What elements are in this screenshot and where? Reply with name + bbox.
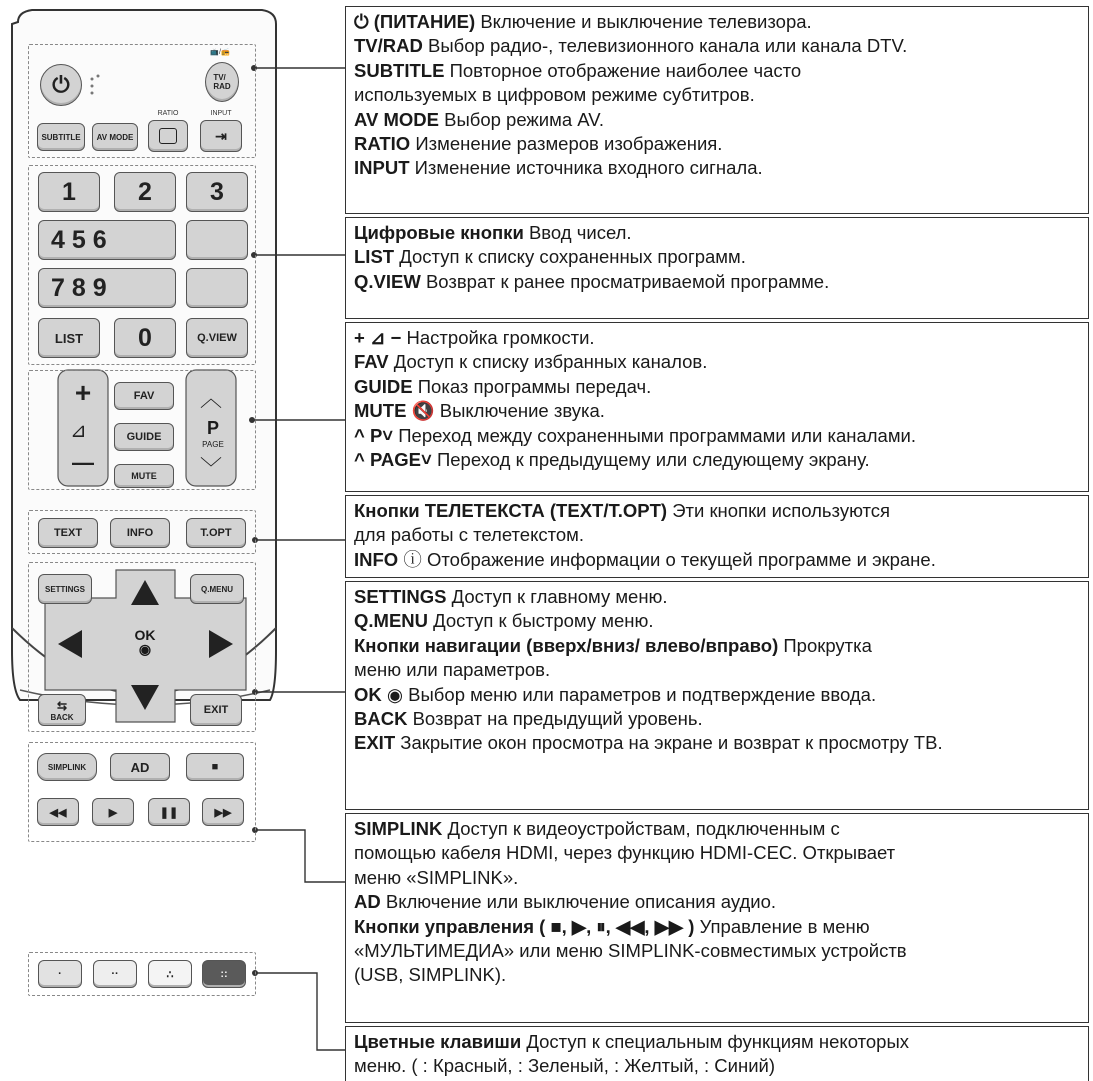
definition: Включение и выключение телевизора. <box>475 11 812 32</box>
definition: (USB, SIMPLINK). <box>354 964 507 986</box>
fav-button[interactable]: FAV <box>114 382 174 410</box>
description-line <box>354 83 1080 107</box>
term: + ⊿ − <box>354 327 402 348</box>
term: Q.VIEW <box>354 270 421 292</box>
tv-rad-button[interactable]: TV/ RAD <box>205 62 239 102</box>
input-label: INPUT <box>210 110 232 117</box>
back-label: BACK <box>50 712 74 722</box>
definition: ⓘ Отображение информации о текущей программе и экране. <box>398 548 936 570</box>
description-line <box>354 1054 1080 1078</box>
volume-down-button[interactable]: — <box>72 450 94 475</box>
stop-button[interactable] <box>186 753 244 781</box>
red-key-dots: · <box>58 968 62 980</box>
definition: Доступ к видеоустройствам, подключенным с <box>442 818 840 839</box>
green-key-dots: ·· <box>111 968 119 980</box>
definition: Показ программы передач. <box>412 375 652 397</box>
description-line <box>354 585 1080 609</box>
description-line <box>354 350 1080 374</box>
description-line <box>354 34 1080 58</box>
topt-button[interactable]: T.OPT <box>186 518 246 548</box>
description-box-4 <box>345 495 1089 578</box>
term: GUIDE <box>354 375 413 397</box>
description-line <box>354 890 1080 914</box>
settings-button[interactable]: SETTINGS <box>38 574 92 604</box>
key-0[interactable]: 0 <box>114 318 176 358</box>
definition: Переход между сохраненными программами или каналами. <box>393 424 917 446</box>
channel-down-icon[interactable]: ﹀ <box>200 456 223 481</box>
key-2[interactable]: 2 <box>114 172 176 212</box>
definition: Доступ к списку избранных каналов. <box>388 351 708 373</box>
term: EXIT <box>354 732 396 754</box>
ad-button[interactable]: AD <box>110 753 170 781</box>
description-line <box>354 817 1080 841</box>
mute-button[interactable]: MUTE <box>114 464 174 488</box>
description-box-3 <box>345 322 1089 492</box>
term: ⏻ (ПИТАНИЕ) <box>354 11 476 32</box>
exit-button[interactable]: EXIT <box>190 694 242 726</box>
definition: Возврат к ранее просматриваемой программе. <box>420 270 830 292</box>
term: Кнопки навигации (вверх/вниз/ влево/вправо) <box>354 634 779 656</box>
key-1[interactable]: 1 <box>38 172 100 212</box>
fast-forward-icon: ▶▶ <box>214 806 232 819</box>
description-line <box>354 523 1080 547</box>
description-line <box>354 221 1080 245</box>
description-line <box>354 132 1080 156</box>
description-box-1 <box>345 6 1089 214</box>
description-line <box>354 915 1080 939</box>
description-line <box>354 634 1080 658</box>
description-line <box>354 326 1080 350</box>
pause-icon: ❚❚ <box>159 806 179 819</box>
stop-icon: ■ <box>211 761 219 773</box>
ok-icon: ◉ <box>138 641 152 657</box>
list-button[interactable]: LIST <box>38 318 100 358</box>
info-button[interactable]: INFO <box>110 518 170 548</box>
term: TV/RAD <box>354 35 423 57</box>
ratio-label: RATIO <box>157 110 179 117</box>
definition: помощью кабеля HDMI, через функцию HDMI-CEC. Открывает <box>354 842 896 864</box>
definition: Доступ к главному меню. <box>446 586 668 607</box>
description-line <box>354 245 1080 269</box>
description-line <box>354 270 1080 294</box>
play-icon: ▶ <box>108 806 118 819</box>
ratio-icon <box>159 128 177 144</box>
key-blank-2[interactable] <box>186 268 248 308</box>
description-line <box>354 399 1080 423</box>
description-line <box>354 841 1080 865</box>
description-box-5 <box>345 581 1089 810</box>
description-line <box>354 731 1080 755</box>
ratio-button[interactable] <box>148 120 188 152</box>
description-line <box>354 448 1080 472</box>
p-label: P <box>206 418 219 438</box>
description-line <box>354 548 1080 572</box>
description-box-2 <box>345 217 1089 319</box>
description-line <box>354 963 1080 987</box>
definition: меню «SIMPLINK». <box>354 866 519 888</box>
definition: Выбор режима AV. <box>438 108 605 130</box>
definition: Возврат на предыдущий уровень. <box>407 708 703 730</box>
green-key[interactable] <box>93 960 137 988</box>
back-icon: ⇆ <box>56 698 68 713</box>
term: BACK <box>354 708 408 730</box>
tv-rad-top-label: 📺/📻 <box>210 49 230 56</box>
power-button[interactable]: ⏻ <box>40 64 82 106</box>
pause-button[interactable] <box>148 798 190 826</box>
rewind-icon: ◀◀ <box>49 806 67 819</box>
definition: Прокрутка <box>778 634 872 656</box>
description-line <box>354 939 1080 963</box>
term: Цифровые кнопки <box>354 222 524 243</box>
description-line <box>354 59 1080 83</box>
term: Q.MENU <box>354 610 428 632</box>
term: INFO <box>354 548 399 570</box>
term: Кнопки управления ( ■, ▶, ⏸, ◀◀, ▶▶ ) <box>354 915 695 937</box>
description-line <box>354 424 1080 448</box>
volume-icon: ⊿ <box>70 420 87 442</box>
term: LIST <box>354 246 395 268</box>
term: RATIO <box>354 133 411 155</box>
term: ^ PAGE˅ <box>354 449 432 471</box>
term: SETTINGS <box>354 586 447 607</box>
key-blank-1[interactable] <box>186 220 248 260</box>
definition: используемых в цифровом режиме субтитров. <box>354 84 755 106</box>
ok-button[interactable] <box>124 628 166 656</box>
term: Кнопки ТЕЛЕТЕКСТА (TEXT/T.OPT) <box>354 500 668 521</box>
key-456[interactable]: 4 5 6 <box>38 220 176 260</box>
yellow-key-dots: ∴ <box>166 968 174 981</box>
definition: Повторное отображение наиболее часто <box>444 59 802 81</box>
definition: Настройка громкости. <box>401 327 595 348</box>
fast-forward-button[interactable] <box>202 798 244 826</box>
definition: Доступ к быстрому меню. <box>428 610 654 632</box>
definition: Выбор радио-, телевизионного канала или канала DTV. <box>422 35 908 57</box>
definition: для работы с телетекстом. <box>354 524 585 546</box>
description-box-6 <box>345 813 1089 1023</box>
definition: Включение или выключение описания аудио. <box>380 891 777 913</box>
definition: Переход к предыдущему или следующему экрану. <box>431 449 870 471</box>
description-line <box>354 609 1080 633</box>
key-789[interactable]: 7 8 9 <box>38 268 176 308</box>
term: MUTE <box>354 400 407 422</box>
input-button[interactable] <box>200 120 242 152</box>
description-line <box>354 156 1080 180</box>
blue-key[interactable] <box>202 960 246 988</box>
blue-key-dots: :: <box>220 968 228 980</box>
term: Цветные клавиши <box>354 1031 522 1052</box>
description-line <box>354 658 1080 682</box>
definition: ◉ Выбор меню или параметров и подтверждение ввода. <box>381 683 877 705</box>
description-line <box>354 108 1080 132</box>
definition: Закрытие окон просмотра на экране и возврат к просмотру ТВ. <box>395 732 943 754</box>
description-line <box>354 866 1080 890</box>
term: FAV <box>354 351 389 373</box>
description-line <box>354 10 1080 34</box>
ok-label: OK <box>134 627 156 643</box>
rewind-button[interactable] <box>37 798 79 826</box>
definition: Доступ к специальным функциям некоторых <box>521 1031 909 1052</box>
definition: Доступ к списку сохраненных программ. <box>394 246 746 268</box>
description-line <box>354 707 1080 731</box>
definition: Изменение источника входного сигнала. <box>409 157 763 179</box>
av-mode-button[interactable]: AV MODE <box>92 123 138 151</box>
term: INPUT <box>354 157 410 179</box>
qview-button[interactable]: Q.VIEW <box>186 318 248 358</box>
simplink-button[interactable]: SIMPLINK <box>37 753 97 781</box>
play-button[interactable] <box>92 798 134 826</box>
term: SIMPLINK <box>354 818 443 839</box>
definition: Эти кнопки используются <box>667 500 891 521</box>
definition: Управление в меню <box>694 915 870 937</box>
subtitle-button[interactable]: SUBTITLE <box>37 123 85 151</box>
term: ^ P˅ <box>354 424 394 446</box>
description-line <box>354 683 1080 707</box>
page-label: PAGE <box>202 440 224 449</box>
description-line <box>354 499 1080 523</box>
red-key[interactable] <box>38 960 82 988</box>
term: OK <box>354 683 382 705</box>
term: SUBTITLE <box>354 59 445 81</box>
channel-up-icon[interactable]: ︿ <box>200 386 223 411</box>
definition: «МУЛЬТИМЕДИА» или меню SIMPLINK-совместимых устройств <box>354 940 907 962</box>
text-button[interactable]: TEXT <box>38 518 98 548</box>
description-line <box>354 1030 1080 1054</box>
volume-up-button[interactable]: + <box>74 377 92 408</box>
term: AD <box>354 891 381 913</box>
term: AV MODE <box>354 108 439 130</box>
back-button[interactable] <box>38 694 86 726</box>
definition: Ввод чисел. <box>523 222 632 243</box>
input-icon: ⇥ <box>215 127 227 144</box>
definition: Изменение размеров изображения. <box>410 133 723 155</box>
key-3[interactable]: 3 <box>186 172 248 212</box>
description-line <box>354 375 1080 399</box>
description-box-7 <box>345 1026 1089 1081</box>
yellow-key[interactable] <box>148 960 192 988</box>
definition: меню. ( : Красный, : Зеленый, : Желтый, : Синий) <box>354 1055 776 1077</box>
guide-button[interactable]: GUIDE <box>114 423 174 451</box>
definition: меню или параметров. <box>354 659 551 681</box>
qmenu-button[interactable]: Q.MENU <box>190 574 244 604</box>
definition: 🔇 Выключение звука. <box>406 400 605 422</box>
